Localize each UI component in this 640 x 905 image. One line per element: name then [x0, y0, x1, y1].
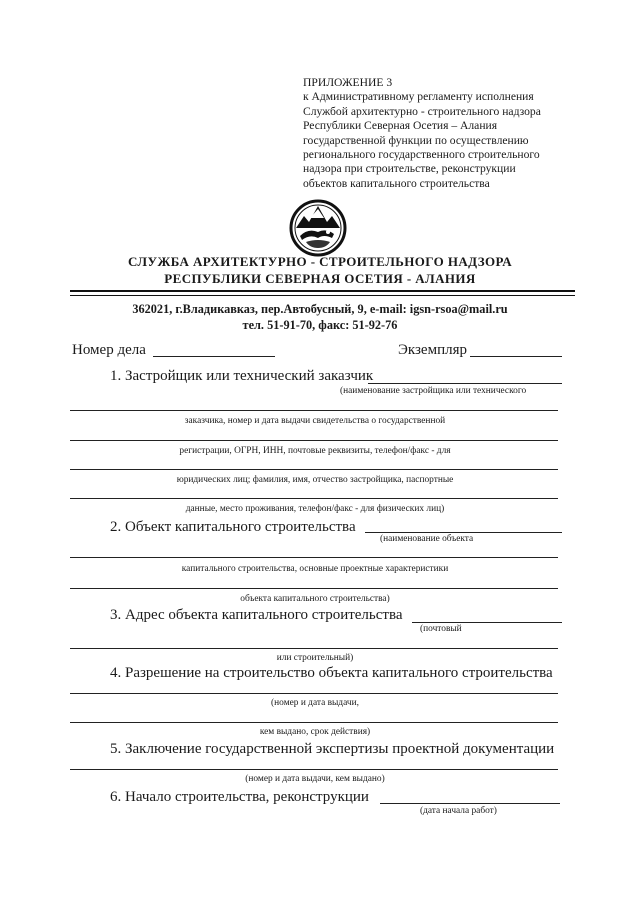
page-title-line1: СЛУЖБА АРХИТЕКТУРНО - СТРОИТЕЛЬНОГО НАДЗОРА [127, 254, 513, 269]
section-5-hint: (номер и дата выдачи, кем выдано) [245, 774, 385, 784]
case-number-fill-line [153, 356, 275, 357]
section-6-label: 6. Начало строительства, реконструкции [110, 789, 369, 805]
appendix-line: регионального государственного строительного [303, 148, 540, 162]
fill-line [70, 648, 558, 649]
section-2-hint: объекта капитального строительства) [240, 594, 390, 604]
section-1-hint: регистрации, ОГРН, ИНН, почтовые реквизиты, телефон/факс - для [179, 446, 451, 456]
contacts-line: тел. 51-91-70, факс: 51-92-76 [242, 318, 398, 332]
section-4-hint: кем выдано, срок действия) [259, 727, 371, 737]
appendix-line: объектов капитального строительства [303, 176, 490, 190]
fill-line [70, 440, 558, 441]
appendix-line: ПРИЛОЖЕНИЕ 3 [303, 76, 393, 89]
section-2-label: 2. Объект капитального строительства [110, 519, 356, 535]
fill-line [70, 769, 558, 770]
page-title-line2: РЕСПУБЛИКИ СЕВЕРНАЯ ОСЕТИЯ - АЛАНИЯ [164, 271, 476, 286]
section-1-hint: данные, место проживания, телефон/факс - для физических лиц) [185, 504, 445, 514]
section-3-hint: или строительный) [276, 653, 354, 663]
fill-line [70, 722, 558, 723]
section-4-label: 4. Разрешение на строительство объекта капитального строительства [110, 665, 553, 681]
appendix-line: государственной функции по осуществлению [303, 133, 529, 147]
appendix-block [303, 76, 541, 191]
header-divider-thin [70, 295, 575, 296]
fill-line [70, 557, 558, 558]
section-1-label: 1. Застройщик или технический заказчик [110, 368, 374, 384]
fill-line [70, 498, 558, 499]
appendix-line: к Административному регламенту исполнения [303, 90, 534, 104]
fill-line [368, 383, 562, 384]
section-3-hint: (почтовый [420, 624, 462, 634]
section-2-hint: капитального строительства, основные проектные характеристики [181, 564, 449, 574]
section-1-hint: юридических лиц; фамилия, имя, отчество застройщика, паспортные [176, 475, 454, 485]
fill-line [70, 469, 558, 470]
header-divider-thick [70, 290, 575, 292]
fill-line [70, 693, 558, 694]
section-1-hint: (наименование застройщика или технического [340, 386, 527, 396]
emblem-icon [288, 198, 348, 258]
section-6-hint: (дата начала работ) [420, 806, 497, 816]
appendix-line: надзора при строительстве, реконструкции [303, 162, 516, 176]
fill-line [70, 410, 558, 411]
fill-line [380, 803, 560, 804]
section-1-hint: заказчика, номер и дата выдачи свидетельства о государственной [184, 416, 446, 426]
copy-label: Экземпляр [398, 342, 467, 358]
section-5-label: 5. Заключение государственной экспертизы проектной документации [110, 741, 555, 757]
section-3-label: 3. Адрес объекта капитального строительства [110, 607, 403, 623]
appendix-line: Республики Северная Осетия – Алания [303, 119, 498, 133]
case-number-label: Номер дела [72, 342, 146, 358]
address-line: 362021, г.Владикавказ, пер.Автобусный, 9, e-mail: igsn-rsoa@mail.ru [132, 302, 508, 316]
section-4-hint: (номер и дата выдачи, [271, 698, 359, 708]
appendix-line: Службой архитектурно - строительного надзора [303, 104, 541, 118]
section-2-hint: (наименование объекта [380, 534, 474, 544]
fill-line [70, 588, 558, 589]
copy-fill-line [470, 356, 562, 357]
